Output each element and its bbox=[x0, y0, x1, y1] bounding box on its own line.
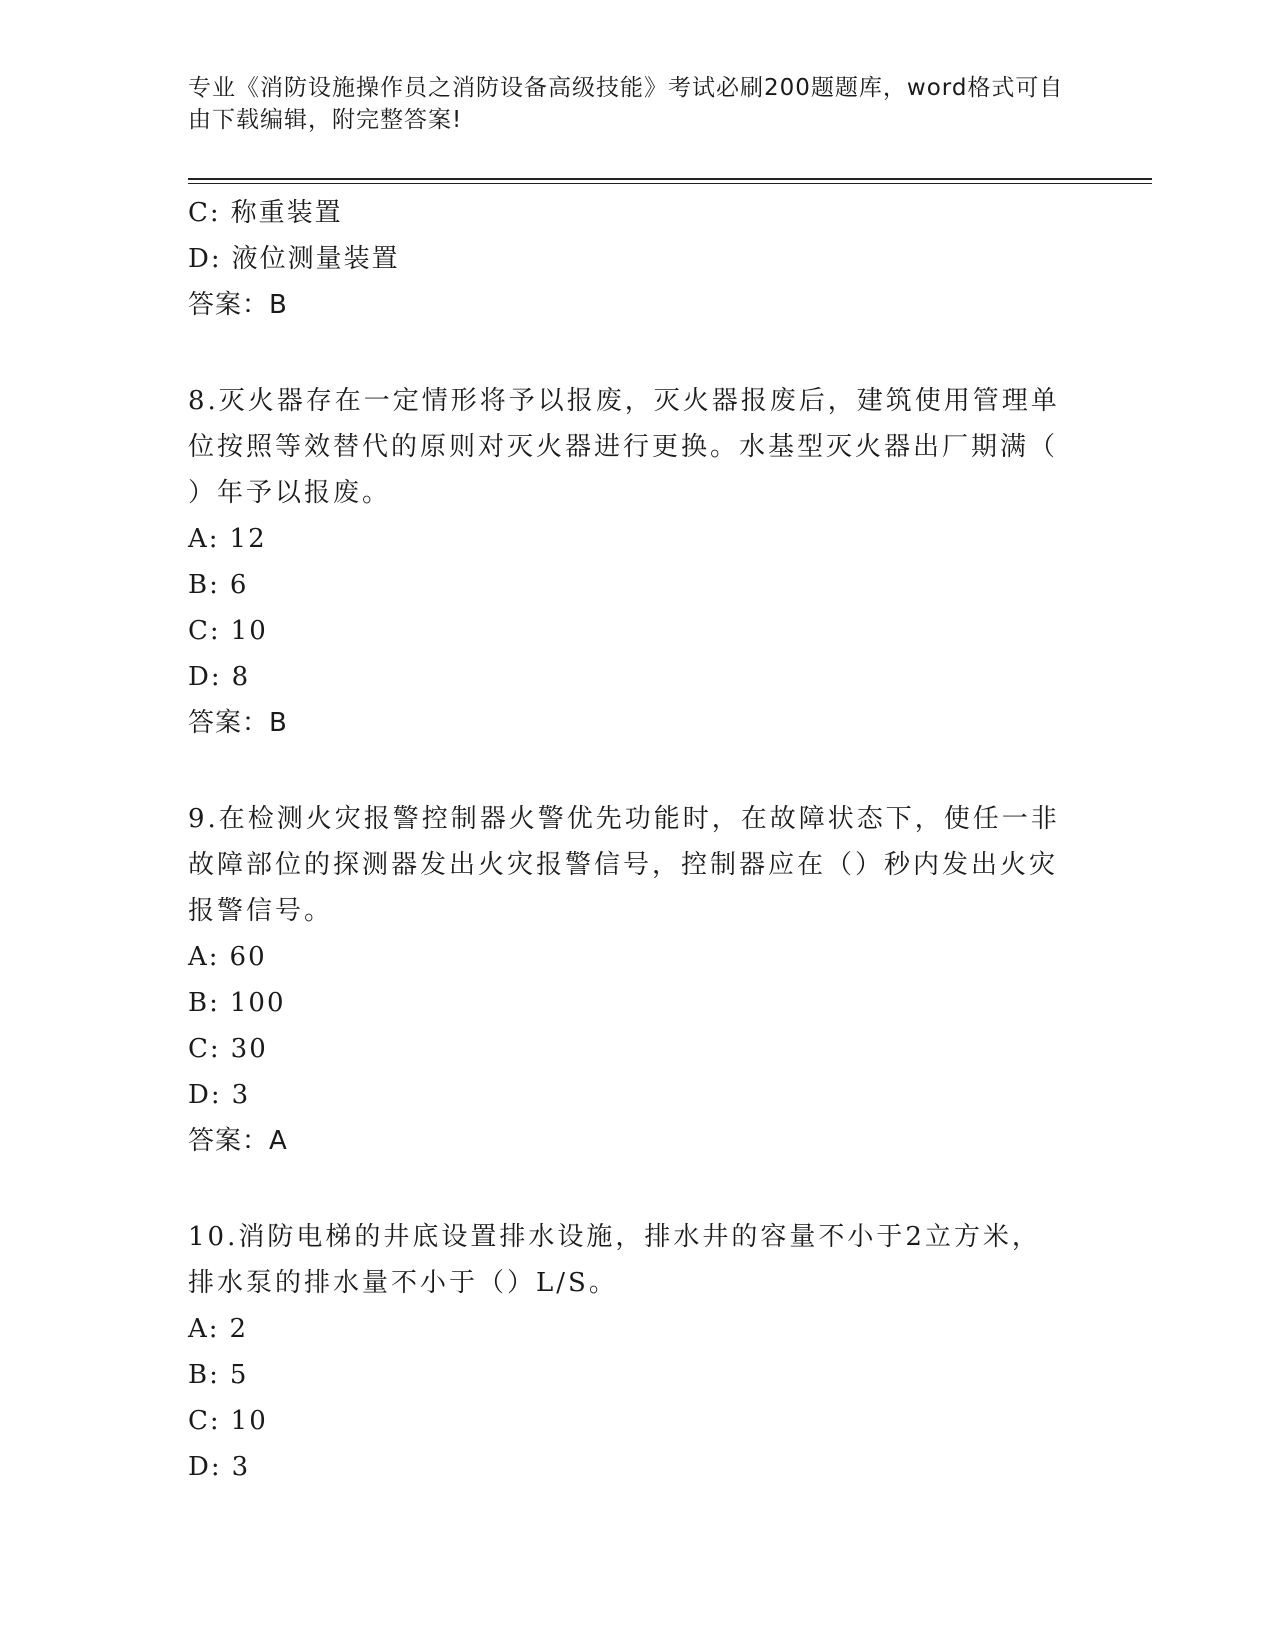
option-label: D: bbox=[188, 244, 222, 274]
option-text: 3 bbox=[231, 1080, 251, 1110]
option-d bbox=[188, 236, 1088, 282]
option-label: A: bbox=[188, 1314, 220, 1344]
option-label: B: bbox=[188, 988, 220, 1018]
option-text: 3 bbox=[231, 1452, 251, 1482]
option-a bbox=[188, 934, 1088, 980]
option-a bbox=[188, 516, 1088, 562]
option-label: B: bbox=[188, 1360, 220, 1390]
question-stem: 9.在检测火灾报警控制器火警优先功能时，在故障状态下，使任一非故障部位的探测器发出火灾报警信号，控制器应在（）秒内发出火灾报警信号。 bbox=[188, 804, 1060, 926]
option-label: D: bbox=[188, 662, 222, 692]
option-c bbox=[188, 608, 1088, 654]
option-text: 8 bbox=[231, 662, 251, 692]
option-text: 30 bbox=[230, 1034, 268, 1064]
option-text: 称重装置 bbox=[230, 198, 343, 228]
option-label: A: bbox=[188, 942, 220, 972]
option-label: C: bbox=[188, 616, 221, 646]
option-label: B: bbox=[188, 570, 220, 600]
previous-question-tail bbox=[188, 190, 1088, 328]
option-text: 10 bbox=[230, 1406, 268, 1436]
option-b bbox=[188, 980, 1088, 1026]
option-a bbox=[188, 1306, 1088, 1352]
option-label: C: bbox=[188, 198, 221, 228]
question-8 bbox=[188, 378, 1088, 746]
question-10 bbox=[188, 1214, 1088, 1490]
option-b bbox=[188, 562, 1088, 608]
option-c bbox=[188, 1026, 1088, 1072]
question-list bbox=[188, 190, 1088, 1490]
option-text: 60 bbox=[229, 942, 267, 972]
option-c bbox=[188, 1398, 1088, 1444]
option-text: 液位测量装置 bbox=[231, 244, 400, 274]
answer-line: 答案：B bbox=[188, 708, 288, 738]
header-divider-thick bbox=[188, 178, 1152, 180]
option-b bbox=[188, 1352, 1088, 1398]
option-label: D: bbox=[188, 1080, 222, 1110]
option-text: 2 bbox=[229, 1314, 249, 1344]
question-stem: 10.消防电梯的井底设置排水设施，排水井的容量不小于2立方米，排水泵的排水量不小于（）L/S。 bbox=[188, 1222, 1041, 1298]
option-label: A: bbox=[188, 524, 220, 554]
option-text: 100 bbox=[229, 988, 286, 1018]
option-d bbox=[188, 1444, 1088, 1490]
option-label: C: bbox=[188, 1034, 221, 1064]
option-text: 5 bbox=[229, 1360, 249, 1390]
option-text: 6 bbox=[229, 570, 249, 600]
answer-line: 答案：A bbox=[188, 1126, 288, 1156]
question-9 bbox=[188, 796, 1088, 1164]
option-text: 12 bbox=[229, 524, 267, 554]
question-stem: 8.灭火器存在一定情形将予以报废，灭火器报废后，建筑使用管理单位按照等效替代的原则对灭火器进行更换。水基型灭火器出厂期满（ ）年予以报废。 bbox=[188, 386, 1060, 508]
document-header: 专业《消防设施操作员之消防设备高级技能》考试必刷200题题库，word格式可自由下载编辑，附完整答案! bbox=[188, 75, 1064, 133]
answer-line: 答案：B bbox=[188, 290, 288, 320]
option-d bbox=[188, 1072, 1088, 1118]
option-c bbox=[188, 190, 1088, 236]
option-label: D: bbox=[188, 1452, 222, 1482]
option-label: C: bbox=[188, 1406, 221, 1436]
header-divider-thin bbox=[188, 183, 1152, 184]
option-text: 10 bbox=[230, 616, 268, 646]
option-d bbox=[188, 654, 1088, 700]
